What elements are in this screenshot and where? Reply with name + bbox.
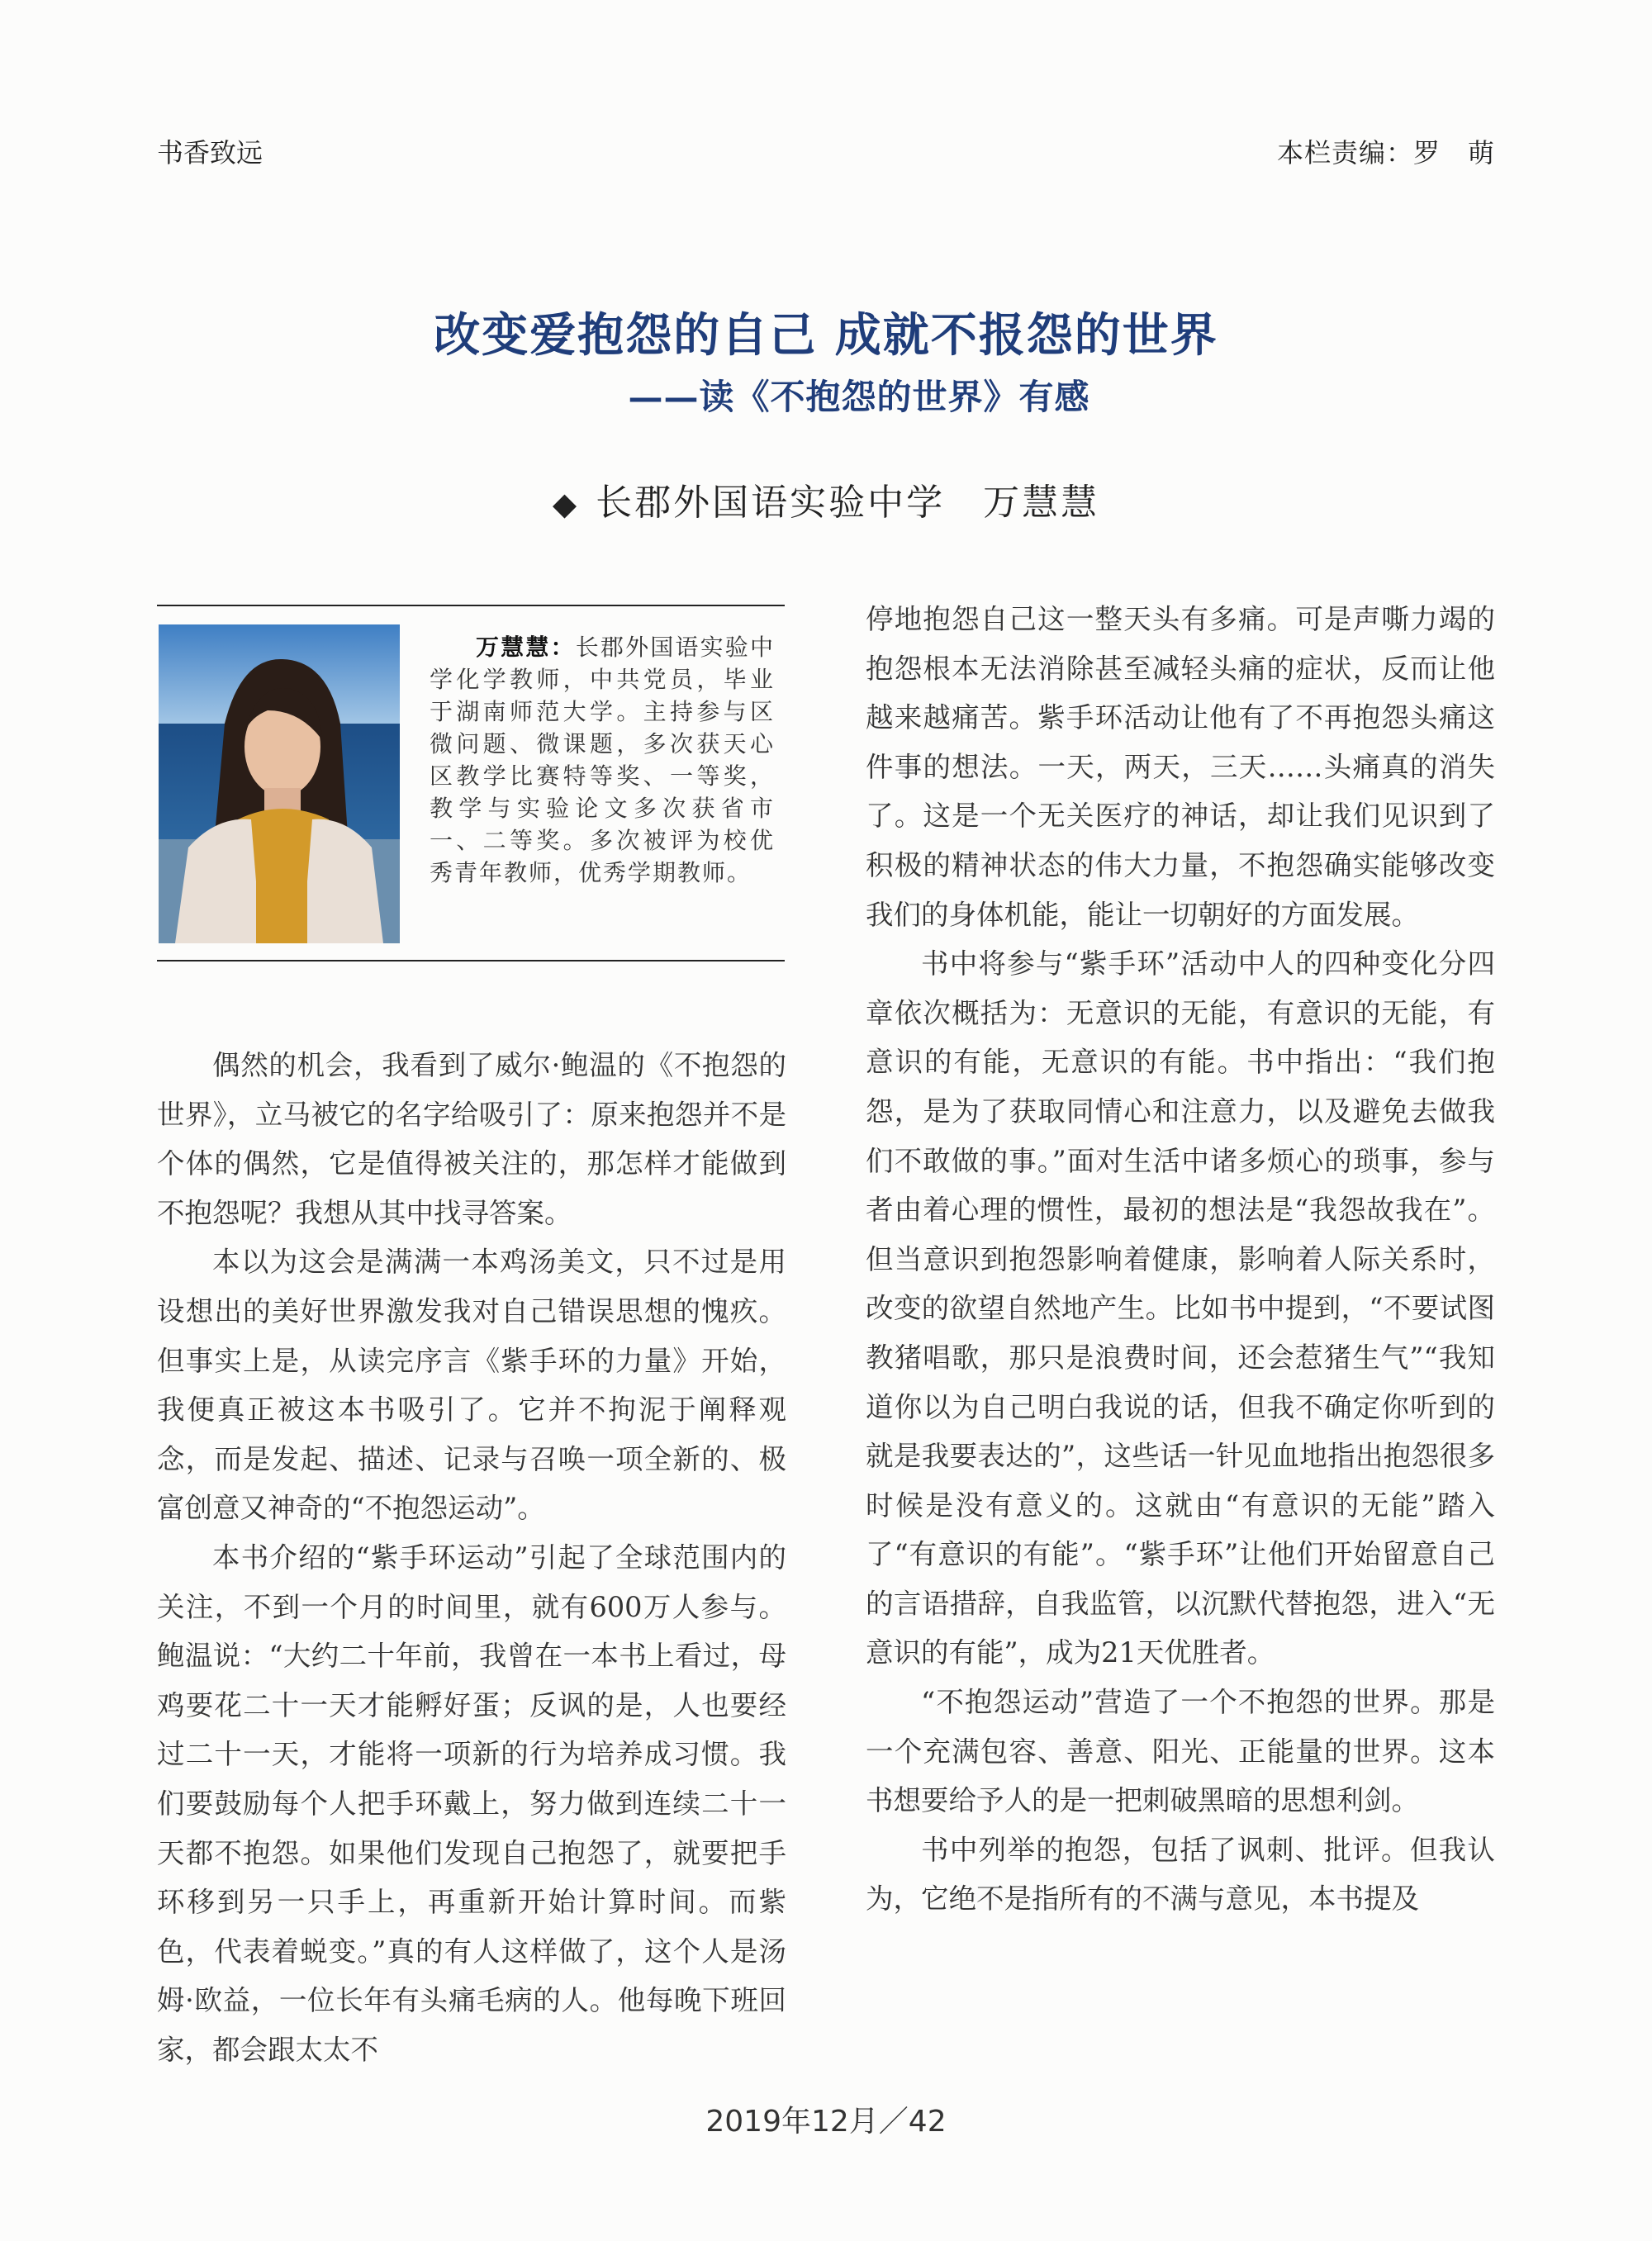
editor-credit: 本栏责编：罗 萌 [1276, 137, 1495, 169]
author-bio-box [157, 605, 785, 961]
article-title: 改变爱抱怨的自己 成就不报怨的世界 [434, 308, 1218, 363]
paragraph: 书中将参与“紫手环”活动中人的四种变化分四章依次概括为：无意识的无能，有意识的无能，有意识的有能，无意识的有能。书中指出：“我们抱怨，是为了获取同情心和注意力，以及避免去做我们不敢做的事。”面对生活中诸多烦心的琐事，参与者由着心理的惯性，最初的想法是“我怨故我在”。但当意识到抱怨影响着健康，影响着人际关系时，改变的欲望自然地产生。比如书中提到，“不要试图教猪唱歌，那只是浪费时间，还会惹猪生气”“我知道你以为自己明白我说的话，但我不确定你听到的就是我要表达的”，这些话一针见血地指出抱怨很多时候是没有意义的。这就由“有意识的无能”踏入了“有意识的有能”。“紫手环”让他们开始留意自己的言语措辞，自我监管，以沉默代替抱怨，进入“无意识的有能”，成为21天优胜者。 [866, 947, 1495, 1669]
page-number: 2019年12月／42 [705, 2105, 947, 2139]
byline [0, 472, 1652, 525]
bio-description: 长郡外国语实验中学化学教师，中共党员，毕业于湖南师范大学。主持参与区微问题、微课题，多次获天心区教学比赛特等奖、一等奖，教学与实验论文多次获省市一、二等奖。多次被评为校优秀青年教师，优秀学期教师。 [430, 634, 775, 886]
paragraph: 书中列举的抱怨，包括了讽刺、批评。但我认为，它绝不是指所有的不满与意见，本书提及 [866, 1833, 1495, 1916]
body-column-left [157, 1041, 786, 2074]
paragraph: 停地抱怨自己这一整天头有多痛。可是声嘶力竭的抱怨根本无法消除甚至减轻头痛的症状，反而让他越来越痛苦。紫手环活动让他有了不再抱怨头痛这件事的想法。一天，两天，三天……头痛真的消失了。这是一个无关医疗的神话，却让我们见识到了积极的精神状态的伟大力量，不抱怨确实能够改变我们的身体机能，能让一切朝好的方面发展。 [866, 603, 1495, 931]
paragraph: 本书介绍的“紫手环运动”引起了全球范围内的关注，不到一个月的时间里，就有600万人参与。鲍温说：“大约二十年前，我曾在一本书上看过，母鸡要花二十一天才能孵好蛋；反讽的是，人也要经过二十一天，才能将一项新的行为培养成习惯。我们要鼓励每个人把手环戴上，努力做到连续二十一天都不抱怨。如果他们发现自己抱怨了，就要把手环移到另一只手上，再重新开始计算时间。而紫色，代表着蜕变。”真的有人这样做了，这个人是汤姆·欧益，一位长年有头痛毛病的人。他每晚下班回家，都会跟太太不 [157, 1541, 786, 2066]
author-photo [159, 624, 400, 943]
bio-name: 万慧慧： [476, 634, 576, 661]
paragraph: 本以为这会是满满一本鸡汤美文，只不过是用设想出的美好世界激发我对自己错误思想的愧疚。但事实上是，从读完序言《紫手环的力量》开始，我便真正被这本书吸引了。它并不拘泥于阐释观念，而是发起、描述、记录与召唤一项全新的、极富创意又神奇的“不抱怨运动”。 [157, 1246, 786, 1525]
diamond-icon: ◆ [552, 486, 580, 522]
paragraph: 偶然的机会，我看到了威尔·鲍温的《不抱怨的世界》，立马被它的名字给吸引了：原来抱怨并不是个体的偶然，它是值得被关注的，那怎样才能做到不抱怨呢？我想从其中找寻答案。 [157, 1049, 786, 1229]
byline-author: 万慧慧 [983, 482, 1100, 524]
article-subtitle: ——读《不抱怨的世界》有感 [628, 377, 1090, 417]
author-bio-text [430, 631, 775, 889]
column-name: 书香致远 [157, 137, 263, 169]
body-column-right [866, 595, 1495, 1924]
byline-school: 长郡外国语实验中学 [596, 482, 946, 524]
paragraph: “不抱怨运动”营造了一个不抱怨的世界。那是一个充满包容、善意、阳光、正能量的世界。这本书想要给予人的是一把刺破黑暗的思想利剑。 [866, 1686, 1495, 1817]
